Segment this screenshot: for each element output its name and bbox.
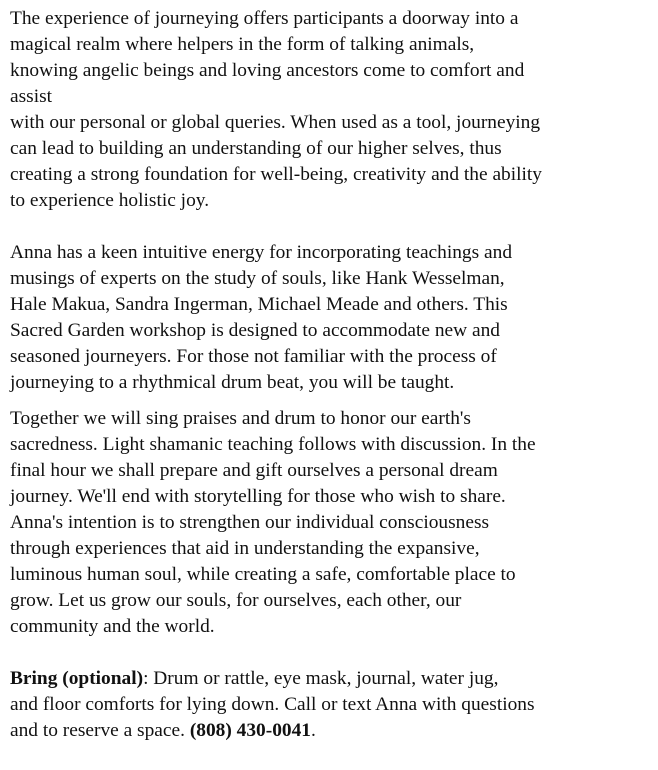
workshop-description <box>10 6 648 744</box>
closing-period: . <box>311 720 316 741</box>
text-line: final hour we shall prepare and gift ourselves a personal dream <box>10 460 498 481</box>
paragraph-journeying-intro <box>10 6 648 214</box>
text-line: through experiences that aid in understanding the expansive, <box>10 538 480 559</box>
paragraph-anna-teachings <box>10 240 648 396</box>
text-line: magical realm where helpers in the form of talking animals, <box>10 34 475 55</box>
text-line: knowing angelic beings and loving ancestors come to comfort and <box>10 60 525 81</box>
text-line: seasoned journeyers. For those not familiar with the process of <box>10 346 497 367</box>
text-line: and floor comforts for lying down. Call or text Anna with questions <box>10 694 535 715</box>
text-line: Hale Makua, Sandra Ingerman, Michael Meade and others. This <box>10 294 508 315</box>
text-line: sacredness. Light shamanic teaching follows with discussion. In the <box>10 434 536 455</box>
text-line: grow. Let us grow our souls, for ourselves, each other, our <box>10 590 462 611</box>
text-line: Anna has a keen intuitive energy for incorporating teachings and <box>10 242 513 263</box>
text-line <box>10 718 648 744</box>
paragraph-bring <box>10 666 648 744</box>
text-line: can lead to building an understanding of our higher selves, thus <box>10 138 502 159</box>
text-line: luminous human soul, while creating a safe, comfortable place to <box>10 564 516 585</box>
text-line: to experience holistic joy. <box>10 190 210 211</box>
paragraph-spacer <box>10 214 648 240</box>
text-line: musings of experts on the study of souls, like Hank Wesselman, <box>10 268 505 289</box>
paragraph-together <box>10 406 648 640</box>
reserve-text: and to reserve a space. <box>10 720 190 741</box>
paragraph-spacer <box>10 640 648 666</box>
bring-items: : Drum or rattle, eye mask, journal, water jug, <box>143 668 499 689</box>
text-line: assist <box>10 86 53 107</box>
bring-label: Bring (optional) <box>10 668 144 689</box>
paragraph-spacer <box>10 396 648 406</box>
text-line: The experience of journeying offers participants a doorway into a <box>10 8 519 29</box>
text-line: Sacred Garden workshop is designed to accommodate new and <box>10 320 501 341</box>
phone-number: (808) 430-0041 <box>189 720 311 741</box>
text-line: journeying to a rhythmical drum beat, you will be taught. <box>10 372 455 393</box>
text-line: with our personal or global queries. When used as a tool, journeying <box>10 112 541 133</box>
text-line: community and the world. <box>10 616 215 637</box>
text-line: creating a strong foundation for well-being, creativity and the ability <box>10 164 542 185</box>
text-line <box>10 666 648 692</box>
text-line: Together we will sing praises and drum to honor our earth's <box>10 408 471 429</box>
text-line: Anna's intention is to strengthen our individual consciousness <box>10 512 490 533</box>
text-line: journey. We'll end with storytelling for those who wish to share. <box>10 486 506 507</box>
